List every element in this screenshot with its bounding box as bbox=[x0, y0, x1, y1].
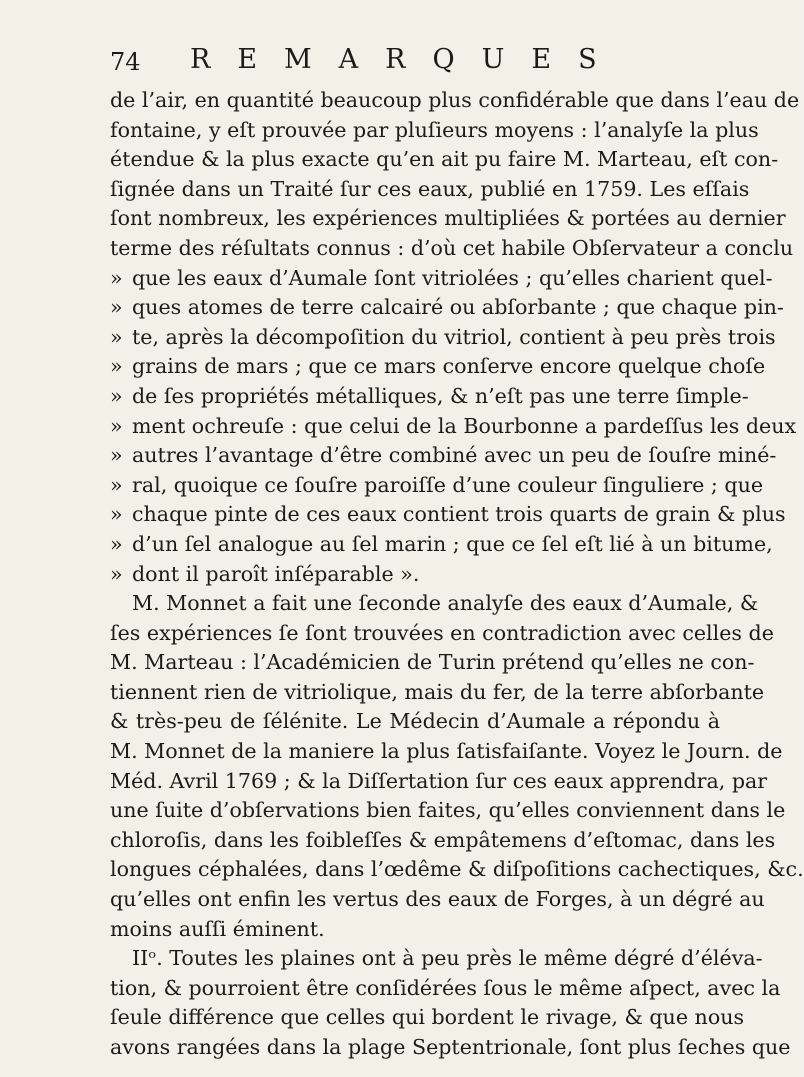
quoted-text-line bbox=[110, 323, 776, 353]
quoted-text-line bbox=[110, 530, 773, 560]
text-line: grains de mars ; que ce mars conſerve encore quelque choſe bbox=[132, 354, 766, 379]
quote-mark: » bbox=[110, 354, 123, 379]
text-line: chaque pinte de ces eaux contient trois quarts de grain & plus bbox=[132, 502, 786, 527]
body-text bbox=[110, 86, 804, 1063]
text-line: dont il paroît inſéparable ». bbox=[132, 561, 420, 586]
quoted-text-line bbox=[110, 500, 786, 530]
quoted-text-line bbox=[110, 471, 764, 501]
text-line: ſes expériences ſe ſont trouvées en contradiction avec celles de bbox=[110, 620, 774, 645]
page-header bbox=[110, 44, 720, 80]
text-line: M. Monnet de la maniere la plus ſatisfaiſante. Voyez le Journ. de bbox=[110, 739, 783, 764]
quoted-text-line bbox=[110, 352, 766, 382]
text-line: tion, & pourroient être conſidérées ſous le même aſpect, avec la bbox=[110, 975, 781, 1000]
text-line: longues céphalées, dans l’œdême & diſpoſitions cachectiques, &c. bbox=[110, 857, 804, 882]
text-line: autres l’avantage d’être combiné avec un peu de ſouſre miné- bbox=[132, 443, 777, 468]
quote-mark: » bbox=[110, 502, 123, 527]
text-line: de l’air, en quantité beaucoup plus confidérable que dans l’eau de bbox=[110, 88, 800, 112]
text-line: que les eaux d’Aumale ſont vitriolées ; qu’elles charient quel- bbox=[132, 265, 773, 290]
quote-mark: » bbox=[110, 531, 123, 556]
text-line: terme des réſultats connus : d’où cet habile Obſervateur a conclu bbox=[110, 235, 794, 260]
text-line: une ſuite d’obſervations bien faites, qu’elles conviennent dans le bbox=[110, 798, 786, 823]
quoted-text-line bbox=[110, 293, 784, 323]
quoted-text-line bbox=[110, 441, 777, 471]
text-line: étendue & la plus exacte qu’en ait pu faire M. Marteau, eſt con- bbox=[110, 147, 779, 172]
quoted-text-line bbox=[110, 264, 773, 294]
text-line: M. Monnet a fait une ſeconde analyſe des eaux d’Aumale, & bbox=[132, 591, 759, 616]
text-line: tiennent rien de vitriolique, mais du fer, de la terre abſorbante bbox=[110, 679, 765, 704]
text-line: chloroſis, dans les foibleſſes & empâtemens d’eſtomac, dans les bbox=[110, 827, 776, 852]
text-line: avons rangées dans la plage Septentrionale, ſont plus ſeches que bbox=[110, 1035, 791, 1059]
quote-mark: » bbox=[110, 443, 123, 468]
quote-mark: » bbox=[110, 295, 123, 320]
text-line: ſeule différence que celles qui bordent le rivage, & que nous bbox=[110, 1005, 745, 1030]
page-number: 74 bbox=[110, 48, 141, 76]
quoted-text-line bbox=[110, 382, 749, 412]
quote-mark: » bbox=[110, 413, 123, 438]
text-line: qu’elles ont enfin les vertus des eaux de Forges, à un dégré au bbox=[110, 887, 765, 912]
text-line: & très-peu de ſélénite. Le Médecin d’Aumale a répondu à bbox=[110, 709, 720, 734]
quote-mark: » bbox=[110, 561, 123, 586]
text-line: moins auſſi éminent. bbox=[110, 916, 325, 941]
text-line: de ſes propriétés métalliques, & n’eſt pas une terre ſimple- bbox=[132, 383, 749, 408]
text-line: IIᵒ. Toutes les plaines ont à peu près le même dégré d’éléva- bbox=[132, 946, 763, 971]
running-title: REMARQUES bbox=[190, 44, 624, 75]
text-line: fontaine, y eſt prouvée par pluſieurs moyens : l’analyſe la plus bbox=[110, 117, 759, 142]
text-line: d’un ſel analogue au ſel marin ; que ce ſel eſt lié à un bitume, bbox=[132, 531, 773, 556]
quote-mark: » bbox=[110, 383, 123, 408]
text-line: M. Marteau : l’Académicien de Turin prétend qu’elles ne con- bbox=[110, 650, 755, 675]
text-line: Méd. Avril 1769 ; & la Diſſertation ſur ces eaux apprendra, par bbox=[110, 768, 768, 793]
quote-mark: » bbox=[110, 324, 123, 349]
text-line: ſont nombreux, les expériences multipliées & portées au dernier bbox=[110, 206, 786, 231]
text-line: te, après la décompoſition du vitriol, contient à peu près trois bbox=[132, 324, 776, 349]
quote-mark: » bbox=[110, 472, 123, 497]
text-line: ſignée dans un Traité ſur ces eaux, publié en 1759. Les eſſais bbox=[110, 176, 750, 201]
text-line: ques atomes de terre calcairé ou abſorbante ; que chaque pin- bbox=[132, 295, 784, 320]
quoted-text-line bbox=[110, 560, 720, 590]
text-line: ment ochreuſe : que celui de la Bourbonne a pardeſſus les deux bbox=[132, 413, 797, 438]
quote-mark: » bbox=[110, 265, 123, 290]
quoted-text-line bbox=[110, 412, 797, 442]
text-line: ral, quoique ce ſouſre paroiſſe d’une couleur ſinguliere ; que bbox=[132, 472, 764, 497]
